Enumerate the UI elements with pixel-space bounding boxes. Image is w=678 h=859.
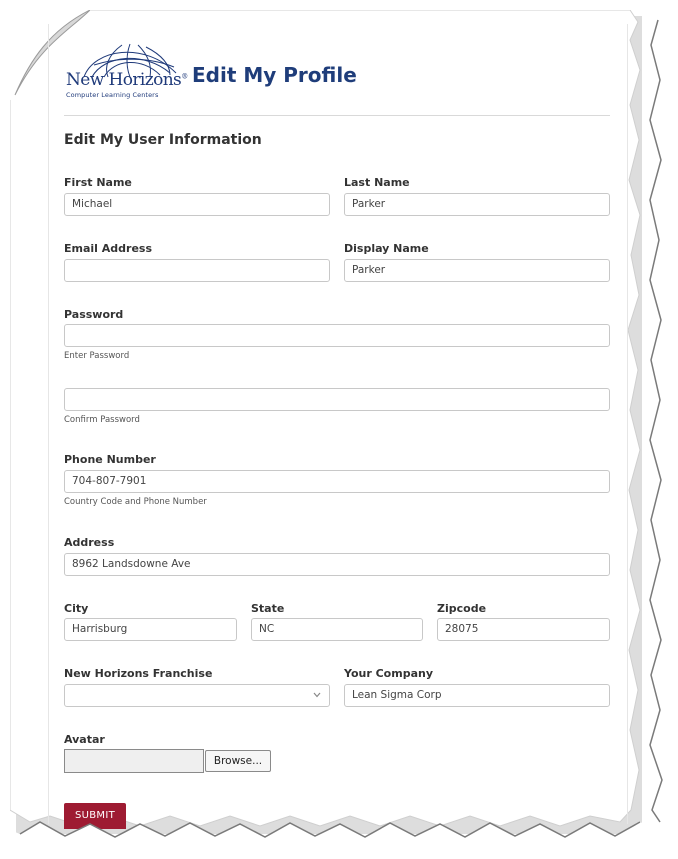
- new-horizons-logo: [64, 43, 188, 101]
- page-title: Edit My Profile: [192, 63, 357, 87]
- phone-label: Phone Number: [64, 453, 156, 466]
- zipcode-label: Zipcode: [437, 602, 487, 615]
- last-name-input[interactable]: Parker: [344, 193, 610, 216]
- city-label: City: [64, 602, 89, 615]
- first-name-label: First Name: [64, 176, 132, 189]
- logo-registered-mark: ®: [181, 72, 188, 81]
- logo-subtitle: Computer Learning Centers: [66, 91, 159, 99]
- address-input[interactable]: 8962 Landsdowne Ave: [64, 553, 610, 576]
- state-label: State: [251, 602, 285, 615]
- browse-button[interactable]: Browse...: [205, 750, 271, 772]
- franchise-label: New Horizons Franchise: [64, 667, 213, 680]
- submit-button[interactable]: SUBMIT: [64, 803, 126, 829]
- torn-edge-right: [620, 0, 678, 859]
- confirm-password-input[interactable]: [64, 388, 610, 411]
- company-input[interactable]: Lean Sigma Corp: [344, 684, 610, 707]
- chevron-down-icon: [313, 692, 321, 698]
- franchise-select[interactable]: [64, 684, 330, 707]
- last-name-label: Last Name: [344, 176, 410, 189]
- avatar-file-path[interactable]: [64, 749, 204, 773]
- first-name-input[interactable]: Michael: [64, 193, 330, 216]
- city-input[interactable]: Harrisburg: [64, 618, 237, 641]
- display-name-label: Display Name: [344, 242, 429, 255]
- password-input[interactable]: [64, 324, 610, 347]
- email-label: Email Address: [64, 242, 153, 255]
- zipcode-input[interactable]: 28075: [437, 618, 610, 641]
- state-input[interactable]: NC: [251, 618, 423, 641]
- confirm-password-help: Confirm Password: [64, 415, 140, 425]
- logo-title: [66, 70, 188, 90]
- section-title: Edit My User Information: [64, 132, 262, 148]
- password-help: Enter Password: [64, 351, 130, 361]
- phone-input[interactable]: 704-807-7901: [64, 470, 610, 493]
- phone-help: Country Code and Phone Number: [64, 497, 207, 507]
- header-divider: [64, 115, 610, 116]
- password-label: Password: [64, 308, 124, 321]
- email-input[interactable]: [64, 259, 330, 282]
- avatar-label: Avatar: [64, 733, 105, 746]
- logo-title-text: New Horizons: [66, 70, 182, 90]
- torn-edge-bottom: [0, 812, 678, 859]
- display-name-input[interactable]: Parker: [344, 259, 610, 282]
- address-label: Address: [64, 536, 115, 549]
- company-label: Your Company: [344, 667, 433, 680]
